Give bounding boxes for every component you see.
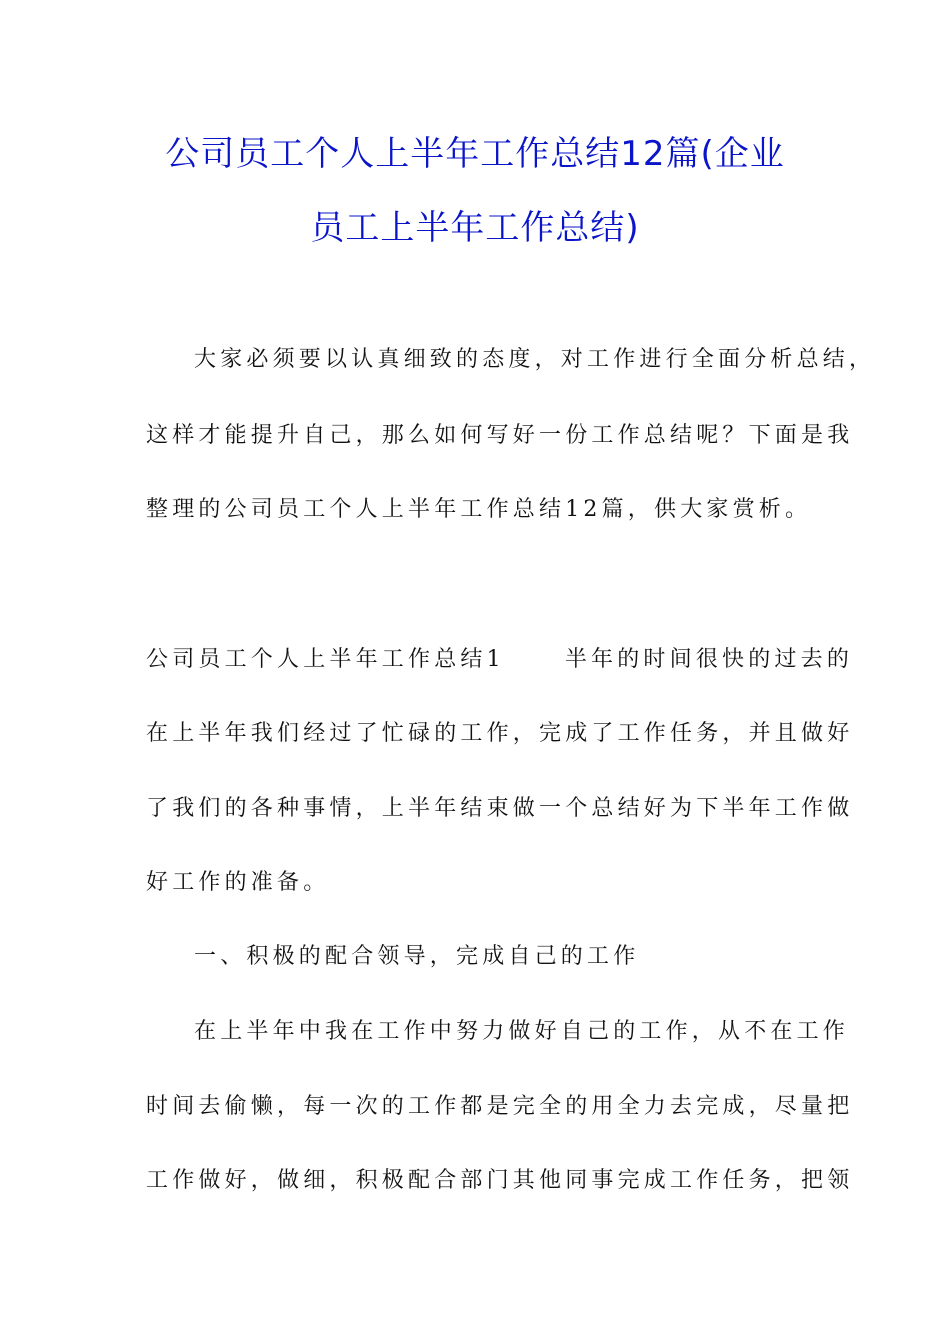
intro-line-3: 整理的公司员工个人上半年工作总结12篇，供大家赏析。	[146, 497, 812, 522]
section-1-first-line-text: 半年的时间很快的过去的	[564, 647, 854, 672]
section-1-para-2-line-3: 工作做好，做细，积极配合部门其他同事完成工作任务，把领	[146, 1168, 854, 1193]
section-1-para-2-line-1: 在上半年中我在工作中努力做好自己的工作，从不在工作	[194, 1019, 850, 1044]
section-1-heading: 公司员工个人上半年工作总结1	[146, 647, 505, 672]
section-1-first-line	[146, 645, 854, 675]
section-1-para-2-line-2: 时间去偷懒，每一次的工作都是完全的用全力去完成，尽量把	[146, 1094, 854, 1119]
section-1-line-4: 好工作的准备。	[146, 870, 330, 895]
document-title-line-1: 公司员工个人上半年工作总结12篇(企业	[165, 134, 785, 174]
document-title-line-2: 员工上半年工作总结)	[310, 208, 640, 248]
section-1-subheading: 一、积极的配合领导，完成自己的工作	[194, 944, 640, 969]
section-1-line-2: 在上半年我们经过了忙碌的工作，完成了工作任务，并且做好	[146, 721, 854, 746]
intro-line-2: 这样才能提升自己，那么如何写好一份工作总结呢？下面是我	[146, 423, 854, 448]
section-1-line-3: 了我们的各种事情，上半年结束做一个总结好为下半年工作做	[146, 796, 854, 821]
intro-line-1: 大家必须要以认真细致的态度，对工作进行全面分析总结，	[194, 347, 876, 372]
